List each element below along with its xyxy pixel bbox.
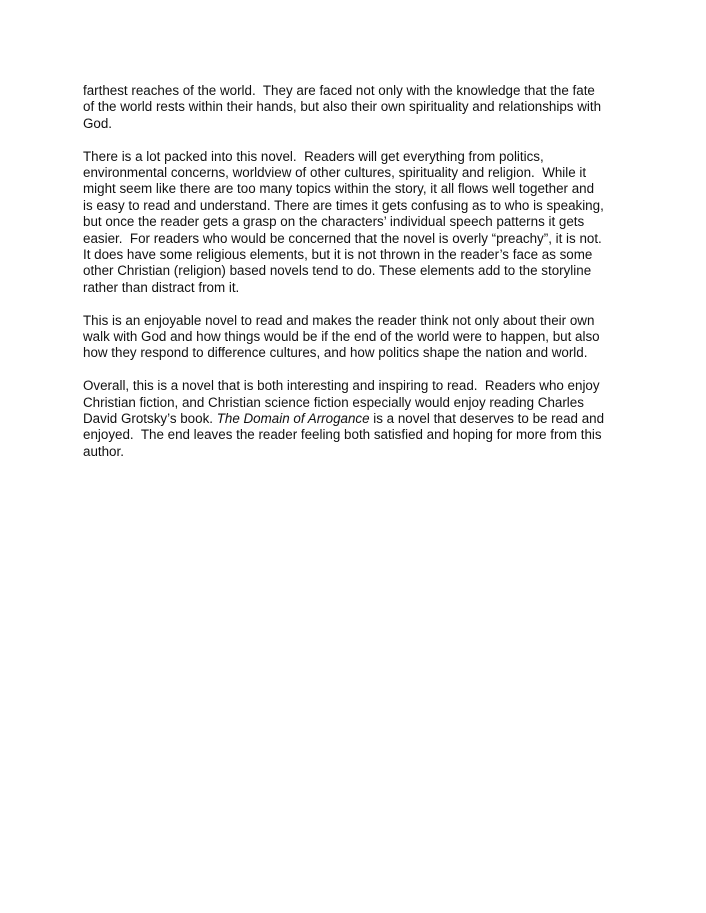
- text-line: but once the reader gets a grasp on the characters’ individual speech patterns it gets: [83, 214, 585, 230]
- book-title: The Domain of Arrogance: [216, 411, 370, 427]
- text-line: farthest reaches of the world. They are faced not only with the knowledge that the fate: [83, 83, 595, 98]
- text-line: [83, 411, 643, 427]
- text-line: walk with God and how things would be if the end of the world were to happen, but also: [83, 329, 600, 345]
- text-line: It does have some religious elements, but it is not thrown in the reader’s face as some: [83, 247, 593, 263]
- text-line: Overall, this is a novel that is both interesting and inspiring to read. Readers who enjoy: [83, 378, 600, 394]
- paragraph-topics: [83, 149, 643, 297]
- text-line: how they respond to difference cultures, and how politics shape the nation and world.: [83, 345, 588, 361]
- text-line: There is a lot packed into this novel. Readers will get everything from politics,: [83, 148, 544, 164]
- text-line: This is an enjoyable novel to read and makes the reader think not only about their own: [83, 312, 595, 328]
- text-line: is easy to read and understand. There are times it gets confusing as to who is speaking,: [83, 197, 604, 213]
- document-page: [83, 83, 643, 477]
- text-line: Christian fiction, and Christian science fiction especially would enjoy reading Charles: [83, 394, 584, 410]
- text-line: might seem like there are too many topics within the story, it all flows well together and: [83, 181, 595, 197]
- text-line: God.: [83, 115, 113, 131]
- text-segment: David Grotsky’s book.: [83, 411, 217, 427]
- text-line: enjoyed. The end leaves the reader feeling both satisfied and hoping for more from this: [83, 427, 602, 443]
- text-line: author.: [83, 443, 124, 459]
- text-segment: is a novel that deserves to be read and: [369, 411, 605, 427]
- paragraph-enjoyable: [83, 313, 643, 362]
- text-line: rather than distract from it.: [83, 279, 240, 295]
- text-line: easier. For readers who would be concerned that the novel is overly “preachy”, it is not.: [83, 230, 602, 246]
- paragraph-intro-continued: [83, 83, 643, 132]
- paragraph-overall: [83, 378, 643, 460]
- text-line: of the world rests within their hands, but also their own spirituality and relationships with: [83, 99, 602, 115]
- text-line: environmental concerns, worldview of other cultures, spirituality and religion. While it: [83, 165, 587, 181]
- text-line: other Christian (religion) based novels tend to do. These elements add to the storyline: [83, 263, 592, 279]
